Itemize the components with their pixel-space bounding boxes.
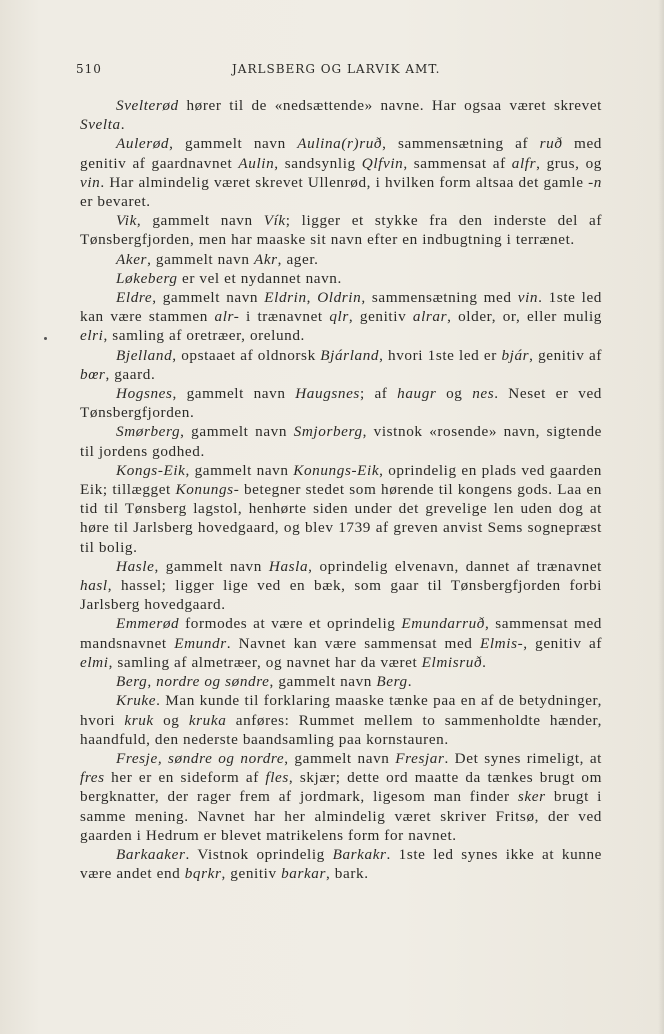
italic-run: haugr (397, 385, 437, 403)
text-run: , oprindelig en plads ved gaarden Eik; tillægget (80, 461, 602, 499)
text-run: og (153, 711, 189, 729)
text-run: , samling af oretræer, orelund. (103, 327, 305, 345)
entry-paragraph (80, 269, 602, 288)
text-run: . Man kunde til forklaring maaske tænke paa en af de betydninger, hvori (80, 692, 602, 729)
italic-run: vin (80, 173, 101, 191)
text-run: ; ligger et stykke fra den inderste del af Tønsbergfjorden, men har maaske sit navn efter en indbugtning i terrænet. (80, 212, 602, 249)
body-text (80, 96, 602, 883)
italic-run: elmi (80, 653, 109, 671)
italic-run: ruð (539, 135, 563, 153)
entry-paragraph (80, 384, 602, 422)
text-run: . Har almindelig været skrevet Ullenrød, i hvilken form altsaa det gamle (100, 173, 589, 191)
italic-run: Fresjar (395, 749, 445, 767)
text-run: , genitiv (348, 308, 413, 326)
text-run: , gammelt navn (185, 461, 294, 479)
text-run: brugt i samme mening. Navnet har her almindelig været skriver Fritsø, der ved gaarden i Hedrum er blevet matrikelens form for navnet. (80, 788, 602, 844)
italic-run: Løkeberg (116, 269, 178, 287)
text-run: er bevaret. (80, 193, 151, 211)
italic-run: Emundarruð (401, 615, 486, 633)
italic-run: Emmerød (116, 615, 180, 633)
italic-run: sker (517, 788, 546, 806)
italic-run: bqrkr (184, 865, 222, 883)
page-header (76, 62, 604, 82)
italic-run: qlr (329, 308, 349, 326)
entry-paragraph (80, 211, 602, 249)
italic-run: Smjorberg (293, 423, 363, 441)
text-run: , sandsynlig (274, 154, 362, 172)
entry-paragraph (80, 134, 602, 211)
text-run: . Vistnok oprindelig (185, 845, 333, 863)
text-run: , gammelt navn (136, 212, 264, 230)
italic-run: fles (265, 769, 289, 787)
italic-run: elri (80, 327, 104, 345)
text-run: ; af (359, 385, 398, 403)
margin-mark (44, 337, 47, 340)
italic-run: fres (80, 769, 105, 787)
italic-run: -n (588, 173, 602, 191)
text-run: , gammelt navn (172, 385, 296, 403)
text-run: . Navnet kan være sammensat med (226, 634, 480, 652)
page-number: 510 (76, 62, 102, 76)
text-run: , gammelt navn (154, 557, 269, 575)
italic-run: Elmis- (479, 634, 524, 652)
italic-run: kruka (188, 711, 227, 729)
italic-run: Elmisruð (421, 653, 483, 671)
italic-run: Smørberg (116, 423, 181, 441)
italic-run: nes (472, 385, 495, 403)
text-run: og (436, 385, 473, 403)
italic-run: Haugsnes (295, 385, 360, 403)
text-run: , gammelt navn (284, 749, 396, 767)
entry-paragraph (80, 557, 602, 615)
entry-paragraph (80, 422, 602, 460)
text-run: , hvori 1ste led er (379, 346, 502, 364)
text-run: i trænavnet (239, 308, 330, 326)
italic-run: Akr (253, 250, 278, 268)
italic-run: alrar (412, 308, 448, 326)
text-run: . 1ste led kan være stammen (80, 289, 602, 326)
italic-run: Aulina(r)ruð (297, 135, 383, 153)
text-run: . Neset er ved Tønsbergfjorden. (80, 385, 602, 422)
text-run: , sammensat af (403, 154, 512, 172)
italic-run: Qlfvin (361, 154, 404, 172)
italic-run: Eldre (116, 289, 153, 307)
italic-run: Bjelland (116, 346, 173, 364)
italic-run: Kongs-Eik (116, 461, 186, 479)
text-run: , (306, 289, 318, 307)
text-run: , opstaaet af oldnorsk (172, 346, 321, 364)
entry-paragraph (80, 614, 602, 672)
italic-run: Fresje, søndre og nordre (116, 749, 285, 767)
entry-paragraph (80, 250, 602, 269)
italic-run: Hasle (116, 557, 155, 575)
text-run: . Det synes rimeligt, at (444, 749, 602, 767)
text-run: med genitiv af gaardnavnet (80, 135, 602, 172)
text-run: , sammensætning af (382, 135, 540, 153)
text-run: er vel et nydannet navn. (177, 269, 342, 287)
text-run: formodes at være et oprindelig (179, 615, 402, 633)
text-run: , gammelt navn (152, 289, 265, 307)
text-run: her er en sideform af (104, 769, 266, 787)
text-run: , gaard. (105, 365, 156, 383)
text-run: , gammelt navn (147, 250, 254, 268)
text-run: , skjær; dette ord maatte da tænkes brugt om bergknatter, der rager frem af jordmark, ligesom man finder (80, 769, 602, 806)
running-head: JARLSBERG OG LARVIK AMT. (232, 62, 441, 76)
entry-paragraph (80, 749, 602, 845)
entry-paragraph (80, 845, 602, 883)
entry-paragraph (80, 691, 602, 749)
text-run: , vistnok «rosende» navn, sigtende til jordens godhed. (80, 423, 602, 460)
italic-run: Hasla (268, 557, 309, 575)
text-run: , oprindelig elvenavn, dannet af trænavnet (308, 557, 602, 575)
italic-run: alr- (214, 308, 240, 326)
italic-run: Vík (263, 212, 286, 230)
text-run: . (407, 673, 413, 691)
entry-paragraph (80, 288, 602, 346)
italic-run: Kruke (116, 692, 157, 710)
italic-run: Aulin (238, 154, 275, 172)
italic-run: vin (517, 289, 539, 307)
text-run: , genitiv af (523, 634, 602, 652)
entry-paragraph (80, 346, 602, 384)
text-run: , genitiv af (529, 346, 602, 364)
italic-run: Eldrin (264, 289, 307, 307)
italic-run: alfr (511, 154, 537, 172)
italic-run: Vik (116, 212, 137, 230)
italic-run: Hogsnes (116, 385, 173, 403)
entry-paragraph (80, 672, 602, 691)
italic-run: Oldrin (317, 289, 362, 307)
text-run: , bark. (326, 865, 369, 883)
italic-run: Bjárland (320, 346, 380, 364)
italic-run: bœr (80, 365, 106, 383)
text-run: betegner stedet som hørende til kongens gods. Laa en tid til Tønsberg lagstol, henhørte siden under det grevelige len uden dog at høre til Jarlsberg hovedgaard, og blev 1739 af greven anvist Sems sognepræst til bolig. (80, 481, 602, 556)
text-run: , hassel; ligger lige ved en bæk, som gaar til Tønsbergfjorden forbi Jarlsberg hovedgaard. (80, 577, 602, 614)
italic-run: hasl (80, 577, 108, 595)
text-run: , sammensat med mandsnavnet (80, 615, 602, 652)
italic-run: Svelterød (116, 97, 179, 114)
italic-run: Berg, nordre og søndre (116, 673, 270, 691)
text-run: . (120, 116, 126, 134)
entry-paragraph (80, 96, 602, 134)
text-run: . 1ste led synes ikke at kunne være andet end (80, 845, 602, 883)
italic-run: bjár (501, 346, 530, 364)
italic-run: Berg (376, 673, 408, 691)
text-run: , gammelt navn (269, 673, 377, 691)
italic-run: kruk (124, 711, 154, 729)
italic-run: Emundr (174, 634, 227, 652)
italic-run: Konungs- (175, 481, 240, 499)
text-run: , gammelt navn (169, 135, 298, 153)
text-run: , sammensætning med (361, 289, 518, 307)
italic-run: barkar (281, 865, 327, 883)
italic-run: Barkaaker (116, 845, 186, 863)
italic-run: Aker (116, 250, 148, 268)
italic-run: Barkakr (332, 845, 387, 863)
text-run: hører til de «nedsættende» navne. Har ogsaa været skrevet (178, 97, 602, 114)
page-edge-shadow (658, 0, 664, 1034)
text-run: , gammelt navn (180, 423, 294, 441)
text-run: , older, or, eller mulig (447, 308, 602, 326)
italic-run: Konungs-Eik (293, 461, 380, 479)
text-run: , genitiv (221, 865, 282, 883)
text-run: , ager. (277, 250, 319, 268)
text-run: , samling af almetræer, og navnet har da været (108, 653, 422, 671)
text-run: , grus, og (536, 154, 602, 172)
italic-run: Svelta (80, 116, 121, 134)
italic-run: Aulerød (116, 135, 170, 153)
text-run: . (482, 653, 487, 671)
entry-paragraph (80, 461, 602, 557)
text-run: anføres: Rummet mellem to sammenholdte hænder, haandfuld, den nederste baandsamling paa kornstauren. (80, 711, 602, 748)
